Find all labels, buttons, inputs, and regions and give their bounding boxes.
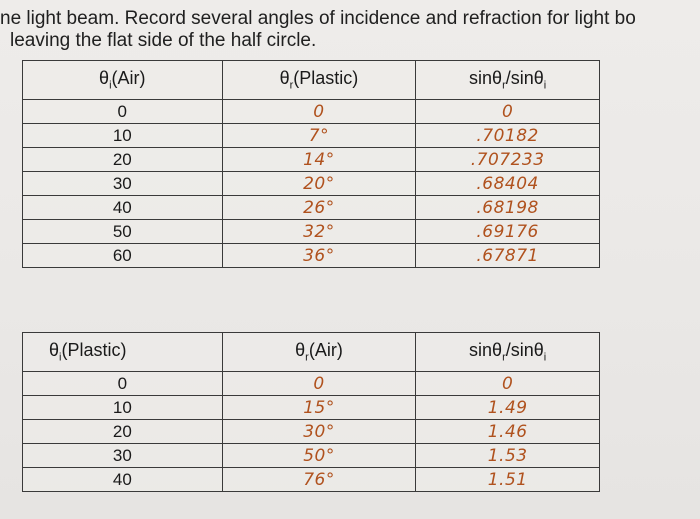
table-header-row [23, 333, 600, 372]
column-header: $\theta_i(Plastic)$ [23, 333, 223, 372]
sine-ratio-cell: .68404 [416, 172, 600, 196]
angle-refraction-cell: 50° [222, 444, 416, 468]
sine-ratio-cell: .67871 [416, 244, 600, 268]
angle-refraction-cell: 14° [222, 148, 416, 172]
angle-refraction-cell: 32° [222, 220, 416, 244]
column-header: $\theta_r(Air)$ [222, 333, 416, 372]
sine-ratio-cell: 1.49 [416, 396, 600, 420]
table-row [23, 124, 600, 148]
column-header: $\theta_r(Plastic)$ [222, 61, 416, 100]
table-row [23, 244, 600, 268]
table-row [23, 100, 600, 124]
instruction-line-2: leaving the flat side of the half circle. [10, 30, 317, 51]
table-row [23, 172, 600, 196]
sine-ratio-cell: 1.53 [416, 444, 600, 468]
table-row [23, 420, 600, 444]
sine-ratio-cell: .68198 [416, 196, 600, 220]
table-row [23, 220, 600, 244]
angle-refraction-cell: 20° [222, 172, 416, 196]
angle-refraction-cell: 15° [222, 396, 416, 420]
angle-incidence-cell: 20 [23, 148, 223, 172]
angle-incidence-cell: 30 [23, 444, 223, 468]
sine-ratio-cell: .707233 [416, 148, 600, 172]
angle-refraction-cell: 0 [222, 372, 416, 396]
angle-incidence-cell: 10 [23, 124, 223, 148]
sine-ratio-cell: 0 [416, 100, 600, 124]
angle-refraction-cell: 0 [222, 100, 416, 124]
table-row [23, 468, 600, 492]
table-row [23, 148, 600, 172]
sine-ratio-cell: 1.51 [416, 468, 600, 492]
table-row [23, 444, 600, 468]
angle-incidence-cell: 10 [23, 396, 223, 420]
angle-refraction-cell: 30° [222, 420, 416, 444]
angle-incidence-cell: 60 [23, 244, 223, 268]
column-header: sinθ$_r$/sinθ$_i$ [416, 333, 600, 372]
angle-refraction-cell: 36° [222, 244, 416, 268]
angle-incidence-cell: 30 [23, 172, 223, 196]
table-row [23, 196, 600, 220]
angle-incidence-cell: 40 [23, 468, 223, 492]
sine-ratio-cell: .70182 [416, 124, 600, 148]
angle-incidence-cell: 0 [23, 100, 223, 124]
sine-ratio-cell: 1.46 [416, 420, 600, 444]
sine-ratio-cell: 0 [416, 372, 600, 396]
angle-refraction-cell: 76° [222, 468, 416, 492]
angle-incidence-cell: 50 [23, 220, 223, 244]
table-row [23, 372, 600, 396]
angle-incidence-cell: 0 [23, 372, 223, 396]
column-header: $\theta_i(Air)$ [23, 61, 223, 100]
table-row [23, 396, 600, 420]
angle-incidence-cell: 40 [23, 196, 223, 220]
table-air-to-plastic [22, 60, 600, 268]
column-header: sinθ$_r$/sinθ$_i$ [416, 61, 600, 100]
angle-refraction-cell: 7° [222, 124, 416, 148]
angle-refraction-cell: 26° [222, 196, 416, 220]
table-plastic-to-air [22, 332, 600, 492]
instruction-line-1: ne light beam. Record several angles of incidence and refraction for light bo [0, 8, 636, 29]
sine-ratio-cell: .69176 [416, 220, 600, 244]
angle-incidence-cell: 20 [23, 420, 223, 444]
table-header-row [23, 61, 600, 100]
